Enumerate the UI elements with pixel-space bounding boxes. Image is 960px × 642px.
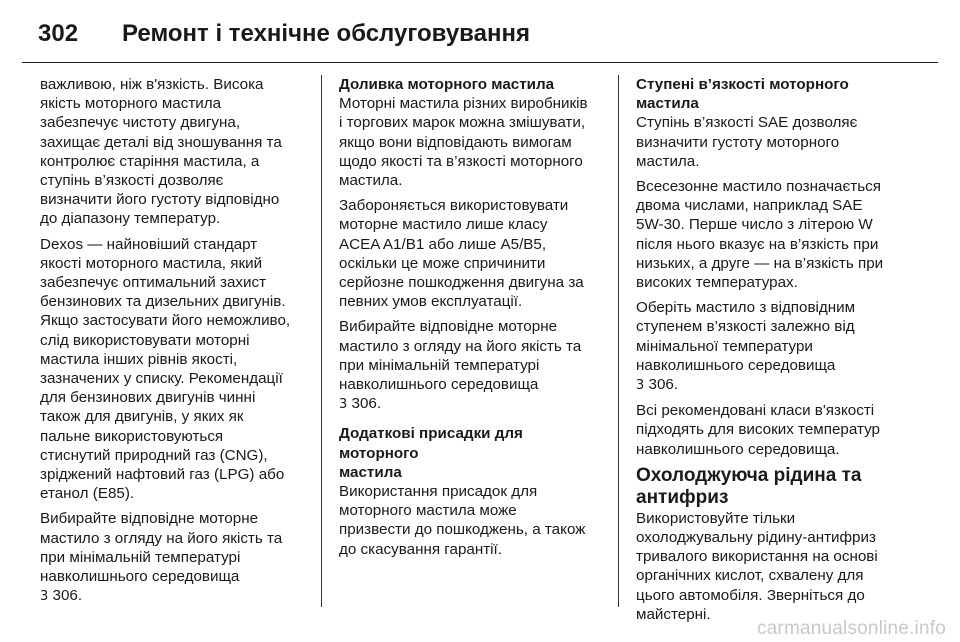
paragraph-select-oil-2 bbox=[339, 317, 603, 414]
page-header bbox=[38, 20, 922, 48]
paragraph-sae-grade: Ступінь в’язкості SAE дозволяє визначити густоту моторного мастила. bbox=[636, 114, 858, 170]
page-reference-link[interactable]: 306. bbox=[347, 395, 382, 413]
paragraph-select-viscosity bbox=[636, 298, 900, 395]
page-reference-link[interactable]: 306. bbox=[48, 587, 83, 605]
paragraph-multigrade: Всесезонне мастило позначається двома числами, наприклад SAE 5W-30. Перше число з літерою W після нього вказує на в’язкість при низьких, а друге — на в’язкість при високих температурах. bbox=[636, 178, 884, 292]
paragraph-oil-quality: важливою, ніж в'язкість. Висока якість моторного мастила забезпечує чистоту двигуна, захищає деталі від зношування та контролює старіння мастила, а ступінь в’язкості дозволяє визначити його густоту відповідно до діапазону температур. bbox=[40, 76, 282, 228]
page-number: 302 bbox=[38, 20, 79, 47]
column-divider-1 bbox=[321, 75, 322, 607]
paragraph-select-oil bbox=[40, 509, 304, 606]
paragraph-select-viscosity-text: Оберіть мастило з відповідним ступенем в’язкості залежно від мінімальної температури навколишнього середовища bbox=[636, 299, 856, 374]
heading-oil-additives: Додаткові присадки для моторного мастила bbox=[339, 425, 523, 481]
page-reference-link[interactable]: 306. bbox=[644, 376, 679, 394]
paragraph-dexos: Dexos — найновіший стандарт якості моторного мастила, який забезпечує оптимальний захист бензинових та дизельних двигунів. Якщо застосувати його неможливо, слід використовувати моторні мастила інших рівнів якості, зазначених у списку. Рекомендації для бензинових двигунів чинні також для двигунів, у яких як пальне використовуються стиснутий природний газ (CNG), зріджений нафтовий газ (LPG) або етанол (E85). bbox=[40, 235, 291, 503]
column-1 bbox=[40, 75, 304, 612]
page-reference-icon[interactable]: 3 bbox=[636, 378, 645, 394]
paragraph-select-oil-text: Вибирайте відповідне моторне мастило з огляду на його якість та при мінімальній температурі навколишнього середовища bbox=[40, 510, 283, 586]
heading-coolant-antifreeze: Охолоджуюча рідина та антифриз bbox=[636, 464, 862, 508]
page-reference-icon[interactable]: 3 bbox=[339, 397, 348, 413]
header-rule bbox=[22, 62, 938, 63]
column-2 bbox=[339, 75, 603, 565]
column-3 bbox=[636, 75, 900, 630]
paragraph-additives-warning: Використання присадок для моторного мастила може призвести до пошкоджень, а також до скасування гарантії. bbox=[339, 483, 586, 558]
paragraph-acea-warning: Забороняється використовувати моторне мастило лише класу ACEA A1/B1 або лише A5/B5, оскільки це може спричинити серйозне пошкодження двигуна за певних умов експлуатації. bbox=[339, 197, 584, 311]
heading-topping-up-oil: Доливка моторного мастила bbox=[339, 76, 555, 93]
watermark: carmanualsonline.info bbox=[756, 618, 946, 639]
column-divider-2 bbox=[618, 75, 619, 607]
paragraph-coolant-use: Використовуйте тільки охолоджувальну рідину-антифриз тривалого використання на основі органічних кислот, схвалену для цього автомобіля. Зверніться до майстерні. bbox=[636, 509, 878, 623]
page-title: Ремонт і технічне обслуговування bbox=[122, 20, 530, 47]
paragraph-mixing-oils: Моторні мастила різних виробників і торгових марок можна змішувати, якщо вони відповідають вимогам щодо якості та в’язкості моторного мастила. bbox=[339, 95, 588, 190]
paragraph-viscosity-classes: Всі рекомендовані класи в'язкості підходять для високих температур навколишнього середовища. bbox=[636, 402, 880, 458]
heading-viscosity-grades: Ступені в’язкості моторного мастила bbox=[636, 76, 849, 113]
page-reference-icon[interactable]: 3 bbox=[40, 589, 49, 605]
paragraph-select-oil-2-text: Вибирайте відповідне моторне мастило з огляду на його якість та при мінімальній температурі навколишнього середовища bbox=[339, 318, 582, 394]
